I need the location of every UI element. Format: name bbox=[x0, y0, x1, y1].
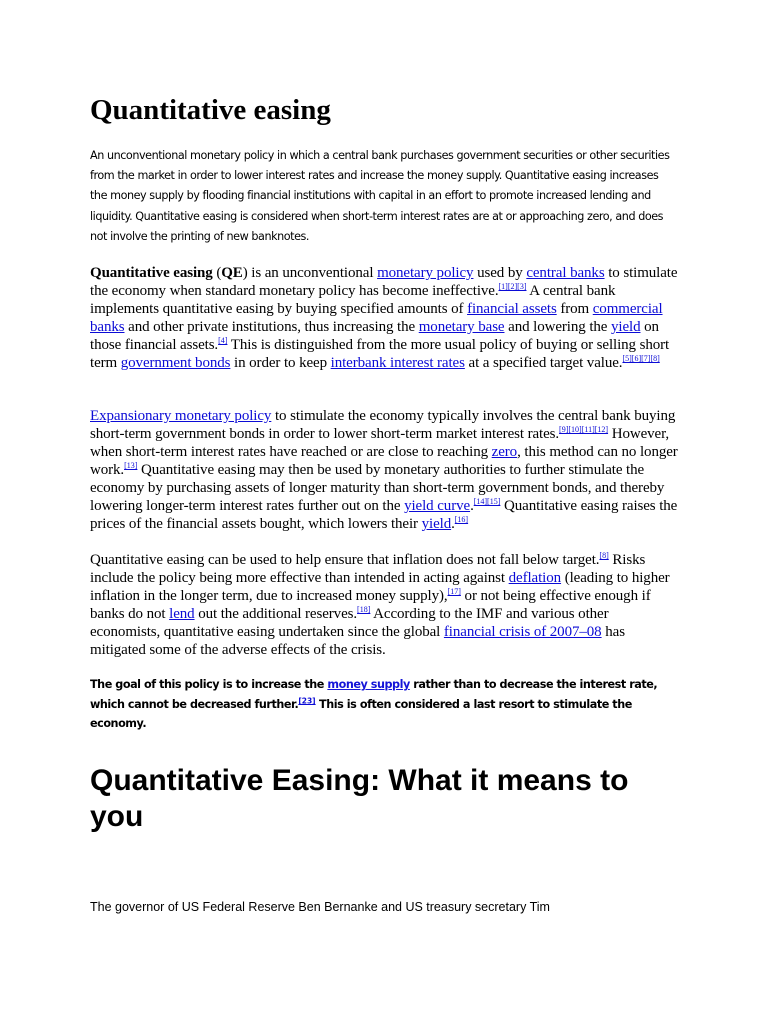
text-span: in order to keep bbox=[230, 355, 331, 371]
text-span: to stimulate the economy when standard monetary policy has become ineffective. bbox=[90, 265, 678, 299]
link-yield-curve[interactable]: yield curve bbox=[404, 498, 471, 514]
text-span: This is often considered a last resort to stimulate the economy. bbox=[90, 697, 632, 730]
text-span: This is distinguished from the more usual policy of buying or selling short term bbox=[90, 337, 670, 371]
citation-18[interactable]: [18] bbox=[357, 605, 371, 614]
text-span: used by bbox=[473, 265, 527, 281]
citation-4[interactable]: [4] bbox=[218, 336, 228, 345]
text-span: . bbox=[470, 498, 474, 514]
link-financial-assets[interactable]: financial assets bbox=[467, 301, 557, 317]
citation-14-15[interactable]: [14][15] bbox=[473, 497, 501, 506]
text-span: According to the IMF and various other economists, quantitative easing undertaken since the global bbox=[90, 606, 609, 640]
text-span: or not being effective enough if banks do not bbox=[90, 588, 651, 622]
link-monetary-policy[interactable]: monetary policy bbox=[377, 265, 474, 281]
intro-paragraph: An unconventional monetary policy in which a central bank purchases government securities or other securities from the market in order to lower interest rates and increase the money supply. Quantitative easing increases the money supply by flooding financial institutions with capital in an effort to promote increased lending and liquidity. Quantitative easing is considered when short-term interest rates are at or approaching zero, and does not involve the printing of new banknotes. bbox=[90, 149, 670, 243]
link-expansionary-monetary-policy[interactable]: Expansionary monetary policy bbox=[90, 408, 272, 424]
link-money-supply[interactable]: money supply bbox=[327, 678, 410, 691]
text-span: (leading to higher inflation in the longer term, due to increased money supply), bbox=[90, 570, 670, 604]
citation-23[interactable]: [23] bbox=[298, 695, 316, 705]
governor-paragraph: The governor of US Federal Reserve Ben Bernanke and US treasury secretary Tim bbox=[90, 900, 550, 914]
text-span: rather than to decrease the interest rate, which cannot be decreased further. bbox=[90, 678, 658, 711]
text-span: ( bbox=[212, 265, 222, 281]
citation-1-2-3[interactable]: [1][2][3] bbox=[498, 282, 527, 291]
link-central-banks[interactable]: central banks bbox=[526, 265, 605, 281]
text-span: and other private institutions, thus increasing the bbox=[124, 319, 419, 335]
link-commercial-banks[interactable]: commercial banks bbox=[90, 301, 663, 335]
text-span: out the additional reserves. bbox=[194, 606, 358, 622]
citation-9-12[interactable]: [9][10][11][12] bbox=[559, 425, 609, 434]
link-government-bonds[interactable]: government bonds bbox=[120, 355, 231, 371]
text-span: to stimulate the economy typically involves the central bank buying short-term government bonds in order to lower short-term market interest rates. bbox=[90, 408, 676, 442]
text-span: Quantitative easing raises the prices of the financial assets bought, which lowers their bbox=[90, 498, 678, 532]
page-title: Quantitative easing bbox=[90, 94, 331, 126]
paragraph-definition bbox=[90, 264, 680, 372]
paragraph-risks bbox=[90, 551, 680, 659]
goal-paragraph bbox=[90, 675, 682, 734]
text-span: However, when short-term interest rates have reached or are close to reaching bbox=[90, 426, 670, 460]
section-heading: Quantitative Easing: What it means to you bbox=[90, 764, 629, 833]
text-span: The goal of this policy is to increase the bbox=[90, 678, 328, 691]
text-span: ) is an unconventional bbox=[242, 265, 378, 281]
text-span: . bbox=[451, 516, 455, 532]
citation-5-8[interactable]: [5][6][7][8] bbox=[622, 354, 660, 363]
text-span: A central bank implements quantitative easing by buying specified amounts of bbox=[90, 283, 616, 317]
link-yield-2[interactable]: yield bbox=[421, 516, 452, 532]
link-yield[interactable]: yield bbox=[611, 319, 641, 335]
link-monetary-base[interactable]: monetary base bbox=[418, 319, 505, 335]
link-lend[interactable]: lend bbox=[169, 606, 195, 622]
text-span: at a specified target value. bbox=[464, 355, 623, 371]
text-span: Quantitative easing may then be used by monetary authorities to further stimulate the economy by purchasing assets of longer maturity than short-term government bonds, and thereby lowering longer-term interest rates further out on the bbox=[90, 462, 665, 514]
citation-17[interactable]: [17] bbox=[447, 587, 461, 596]
text-span: and lowering the bbox=[504, 319, 611, 335]
text-span: Quantitative easing can be used to help ensure that inflation does not fall below target. bbox=[90, 552, 600, 568]
text-span: on those financial assets. bbox=[90, 319, 659, 353]
text-span: has mitigated some of the adverse effects of the crisis. bbox=[90, 624, 625, 658]
text-span: , this method can no longer work. bbox=[90, 444, 678, 478]
link-financial-crisis[interactable]: financial crisis of 2007–08 bbox=[443, 624, 602, 640]
link-zero[interactable]: zero bbox=[491, 444, 518, 460]
citation-8[interactable]: [8] bbox=[599, 551, 609, 560]
text-span: Risks include the policy being more effective than intended in acting against bbox=[90, 552, 646, 586]
citation-13[interactable]: [13] bbox=[124, 461, 138, 470]
link-interbank-interest-rates[interactable]: interbank interest rates bbox=[330, 355, 465, 371]
abbr-bold: QE bbox=[221, 265, 243, 281]
text-span: from bbox=[556, 301, 593, 317]
citation-16[interactable]: [16] bbox=[454, 515, 469, 524]
paragraph-expansionary bbox=[90, 407, 680, 533]
term-bold: Quantitative easing bbox=[90, 265, 213, 281]
link-deflation[interactable]: deflation bbox=[508, 570, 562, 586]
